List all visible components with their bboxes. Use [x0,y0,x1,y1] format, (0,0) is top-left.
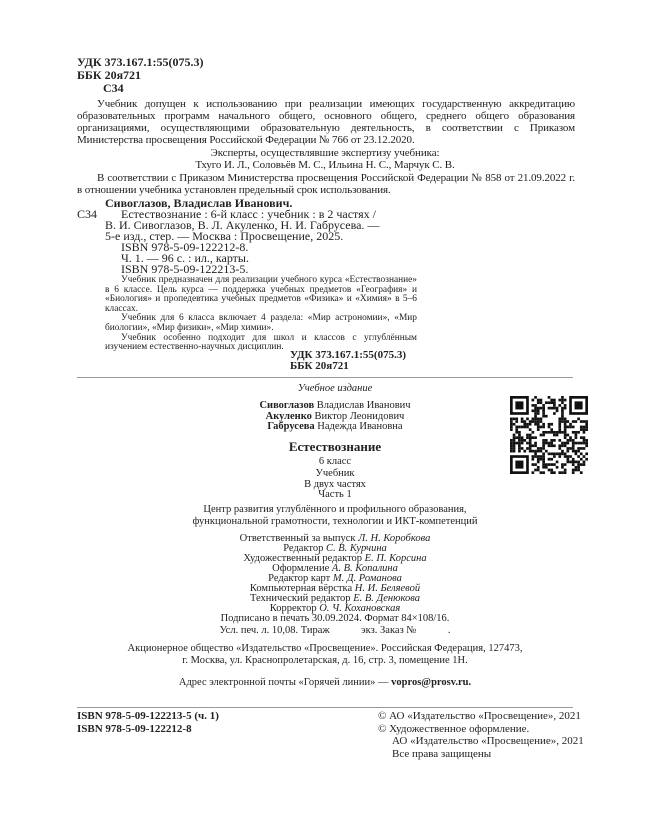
copyright [378,710,584,760]
approval-text: Учебник допущен к использованию при реализации имеющих государственную аккредитацию образовательных программ начального общего, основного общего, среднего общего образования организациями, осуществляющими образовательную деятельность, в соответствии с Приказом Министерства просвещения Российской Федерации № 766 от 23.12.2020. [77,98,575,146]
parts: В двух частях [304,478,366,490]
experts-names: Тхуго И. Л., Соловьёв М. С., Ильина Н. С., Марчук С. В. [195,159,455,171]
print-info: Подписано в печать 30.09.2024. Формат 84×108/16. [220,613,450,624]
catalog-annotation: Учебник предназначен для реализации учебного курса «Естествознание» в 6 классе. Цель курса — поддержка учебных предметов «География» и «Биология» и пропедевтика учебных предметов «Физика» и «Химия» в 5–6 классах. [105,275,417,314]
catalog-line: Естествознание : 6-й класс : учебник : в 2 частях / [121,207,376,221]
divider [77,707,573,708]
book-type: Учебник [315,468,355,479]
divider [77,377,573,378]
print-info: Усл. печ. л. 10,08. Тираж экз. Заказ № . [219,625,451,636]
staff-name: Н. И. Беляевой [354,583,421,594]
center-line: Центр развития углублённого и профильного образования, [203,504,467,515]
catalog-isbn-set: ISBN 978-5-09-122212-8. [121,240,249,254]
staff-role: Компьютерная вёрстка [249,583,353,594]
catalog-isbn-part: ISBN 978-5-09-122213-5. [121,262,249,276]
publisher-line: г. Москва, ул. Краснопролетарская, д. 16, стр. 3, помещение 1Н. [182,655,468,666]
publisher-line: Акционерное общество «Издательство «Просвещение». Российская Федерация, 127473, [127,643,523,654]
catalog-udk: УДК 373.167.1:55(075.3) [290,349,406,361]
staff-name: М. Д. Романова [332,573,402,584]
edition-type: Учебное издание [297,383,373,394]
email-link[interactable]: vopros@prosv.ru. [391,677,472,688]
catalog-annotation: Учебник особенно подходит для школ и классов с углублённым изучением естественно-научных дисциплин. [105,332,417,353]
staff-name: О. Ч. Кохановская [319,603,401,614]
bbk-code: ББК 20я721 [77,68,142,82]
staff-role: Технический редактор [250,593,351,604]
publisher [60,643,590,689]
staff-name: Л. Н. Коробкова [358,533,431,544]
copyright-line: © Художественное оформление. [378,722,530,735]
isbn-set: ISBN 978-5-09-122212-8 [77,722,192,735]
isbn-part: ISBN 978-5-09-122213-5 (ч. 1) [77,710,219,722]
center-line: функциональной грамотности, технологии и ИКТ-компетенций [192,515,478,527]
copyright-line: АО «Издательство «Просвещение», 2021 [392,735,584,747]
catalog-part: Ч. 1. — 96 с. : ил., карты. [121,251,249,265]
footer-isbn [77,710,219,735]
author-line: Сивоглазов Владислав Иванович [259,400,411,411]
experts [77,147,573,171]
staff-role: Корректор [269,603,317,614]
catalog-card [77,198,412,275]
catalog-annotation: Учебник для 6 класса включает 4 раздела: «Мир астрономии», «Мир биологии», «Мир физики», «Мир химии». [105,313,417,333]
catalog-author: Сивоглазов, Владислав Иванович. [105,196,293,210]
term-notice: В соответствии с Приказом Министерства просвещения Российской Федерации № 858 от 21.09.2022 г. в отношении учебника установлен предельный срок использования. [77,172,575,196]
print-info-block [150,613,520,637]
email-line: Адрес электронной почты «Горячей линии» — vopros@prosv.ru. [178,677,472,688]
staff-name: А. В. Копалина [331,563,398,574]
copyright-line: © АО «Издательство «Просвещение», 2021 [378,710,581,722]
catalog-line: В. И. Сивоглазов, В. Л. Акуленко, Н. И. Габрусева. — [105,218,380,232]
qr-code [510,396,588,474]
catalog-annotations [105,276,417,353]
rights-reserved: Все права защищены [392,747,492,760]
catalog-code: С34 [77,207,98,221]
book-info [150,469,520,501]
catalog-codes [290,350,406,372]
catalog-line: 5-е изд., стер. — Москва : Просвещение, 2025. [105,229,344,243]
staff-name: Е. П. Корсина [364,553,427,564]
experts-title: Эксперты, осуществлявшие экспертизу учебника: [210,147,440,159]
staff-role: Художественный редактор [243,553,363,564]
staff-name: С. В. Курчина [325,543,387,554]
book-title: Естествознание [288,439,382,454]
author-line: Акуленко Виктор Леонидович [265,410,405,422]
staff-list [150,534,520,614]
center [150,504,520,527]
staff-name: Е. В. Денюкова [353,593,420,604]
udk-code: УДК 373.167.1:55(075.3) [77,55,204,69]
author-line: Габрусева Надежда Ивановна [267,421,403,432]
authors [150,401,520,433]
classification-header [77,56,204,95]
catalog-bbk: ББК 20я721 [290,360,349,372]
grade: 6 класс [318,456,352,467]
staff-role: Ответственный за выпуск [239,533,356,544]
part-number: Часть 1 [318,489,352,500]
staff-role: Редактор карт [268,573,331,584]
author-mark: С34 [103,81,124,95]
staff-role: Редактор [283,543,324,554]
staff-role: Оформление [272,563,330,574]
